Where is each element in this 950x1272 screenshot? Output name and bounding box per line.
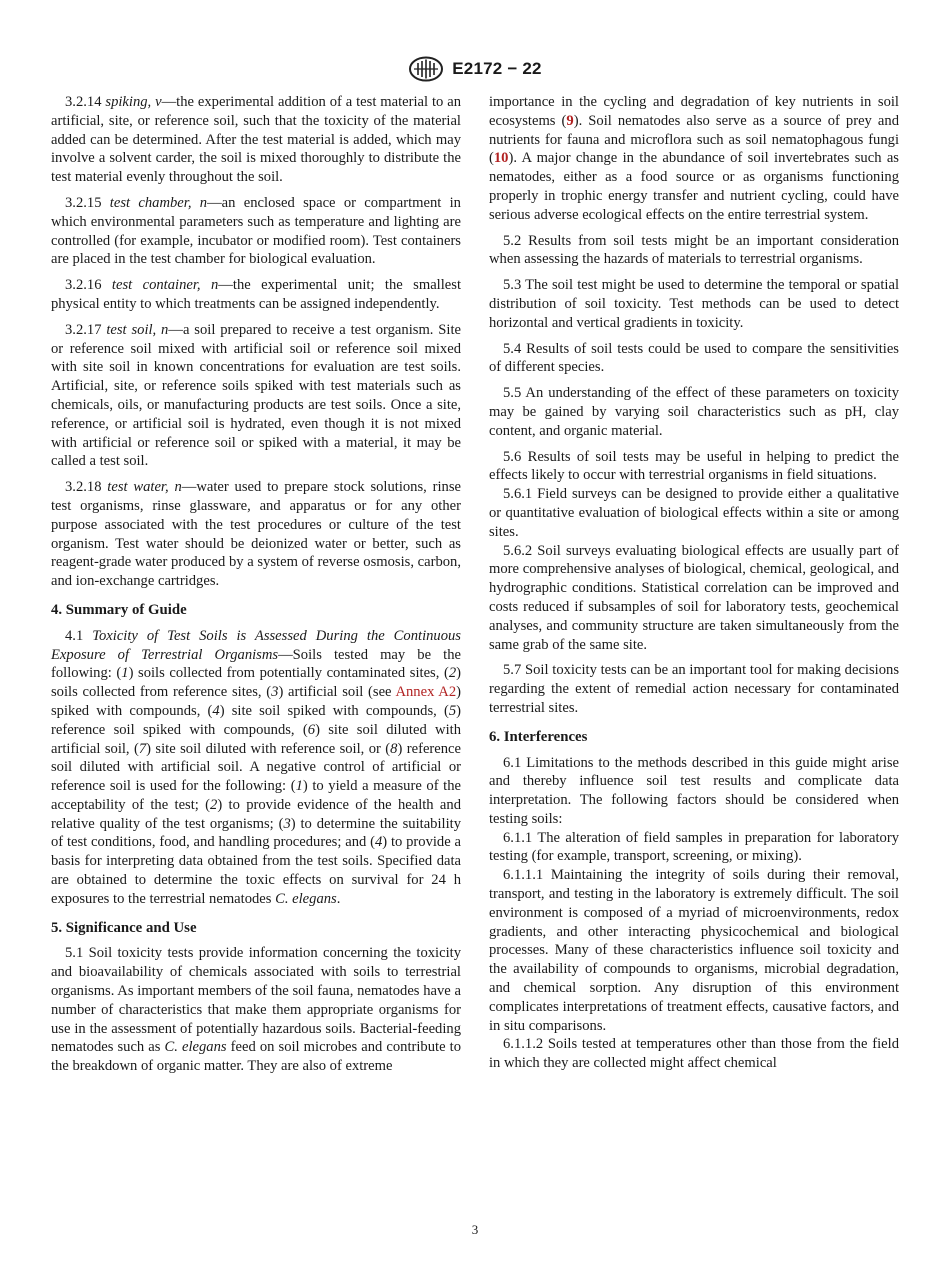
definition-3-2-17: 3.2.17 test soil, n—a soil prepared to receive a test organism. Site or reference soil mixed with artificial soil or reference soil mixed with site soil in known concentrations for evaluation are test soils. Artificial, site, or reference soils spiked with test materials such as chemicals, oils, or manufacturing products are test soils. Once a site, reference, or artificial soil is hydrated, even though it is not mixed with artificial or reference soil or spiked with a material, it may be called a test soil. <box>51 321 461 470</box>
paragraph-4-1: 4.1 Toxicity of Test Soils is Assessed During the Continuous Exposure of Terrestrial Organisms—Soils tested may be the following: (1) soils collected from potentially contaminated sites, (2) soils collected from reference sites, (3) artificial soil (see Annex A2) spiked with compounds, (4) site soil spiked with compounds, (5) reference soil spiked with compounds, (6) site soil diluted with artificial soil, (7) site soil diluted with reference soil, or (8) reference soil diluted with artificial soil. A negative control of artificial or reference soil is used for the following: (1) to yield a measure of the acceptability of the test; (2) to provide evidence of the health and relative quality of the test organisms; (3) to determine the suitability of test conditions, food, and handling procedures; and (4) to provide a basis for interpreting data obtained from the test soils. Specified data are obtained to determine the toxic effects on survival for 24 h exposures to the terrestrial nematodes C. elegans. <box>51 627 462 907</box>
page-header <box>0 56 950 87</box>
paragraph-5-5: 5.5 An understanding of the effect of these parameters on toxicity may be gained by varying soil characteristics such as pH, clay content, and organic material. <box>489 385 899 439</box>
section-heading-summary: 4. Summary of Guide <box>51 601 187 618</box>
paragraph-5-4: 5.4 Results of soil tests could be used to compare the sensitivities of different species. <box>489 340 899 376</box>
paragraph-5-1-continued: importance in the cycling and degradation of key nutrients in soil ecosystems (9). Soil nematodes also serve as a source of prey and nutrients for fauna and microflora such as soil nematophagous fungi (10). A major change in the abundance of soil invertebrates such as nematodes, either as a food source or as organisms functioning properly in trophic energy transfer and nutrient cycling, could have serious adverse ecological effects on the entire terrestrial system. <box>489 94 899 223</box>
annex-a2-link[interactable]: Annex A2 <box>395 684 457 701</box>
definition-3-2-14: 3.2.14 spiking, v—the experimental addition of a test material to an artificial, site, or reference soil, such that the toxicity of the material added can be determined. After the test material is added, which may involve a solvent carder, the soil is mixed thoroughly to distribute the test material evenly throughout the soil. <box>51 94 462 186</box>
paragraph-5-1: 5.1 Soil toxicity tests provide information concerning the toxicity and bioavailability of chemicals associated with soils to terrestrial organisms. As important members of the soil fauna, nematodes have a number of characteristics that make them appropriate organisms for use in the assessment of potentially hazardous soils. Bacterial-feeding nematodes such as C. elegans feed on soil microbes and contribute to the breakdown of organic matter. They are also of extreme <box>51 945 461 1075</box>
section-heading-significance: 5. Significance and Use <box>51 919 197 936</box>
standard-designation: E2172 − 22 <box>452 59 542 78</box>
paragraph-6-1-1-2: 6.1.1.2 Soils tested at temperatures other than those from the field in which they are collected might affect chemical <box>489 1036 899 1072</box>
section-heading-interferences: 6. Interferences <box>489 728 588 745</box>
astm-logo-icon <box>408 56 444 82</box>
left-column <box>51 93 461 1076</box>
paragraph-5-6-2: 5.6.2 Soil surveys evaluating biological effects are usually part of more comprehensive analyses of biological, chemical, geological, and hydrographic conditions. Statistical correlation can be improved and costs reduced if subsamples of soil for laboratory tests, geochemical analyses, and community structure are taken simultaneously from the same grab of the same site. <box>489 542 899 653</box>
definition-3-2-15: 3.2.15 test chamber, n—an enclosed space or compartment in which environmental parameters such as temperature and lighting are controlled (for example, incubator or modified room). Test containers are placed in the test chamber for biological evaluation. <box>51 194 461 268</box>
paragraph-5-6-1: 5.6.1 Field surveys can be designed to provide either a qualitative or quantitative evaluation of biological effects within a site or among sites. <box>489 486 899 540</box>
page-number: 3 <box>471 1222 479 1237</box>
paragraph-5-2: 5.2 Results from soil tests might be an important consideration when assessing the hazards of materials to terrestrial organisms. <box>489 232 899 268</box>
paragraph-6-1: 6.1 Limitations to the methods described in this guide might arise and thereby influence soil test results and complicate data interpretation. The following factors should be considered when testing soils: <box>489 754 899 827</box>
paragraph-6-1-1-1: 6.1.1.1 Maintaining the integrity of soils during their removal, transport, and testing in the laboratory is extremely difficult. The soil environment is composed of a myriad of microenvironments, redox gradients, and other interacting physicochemical and biological processes. Many of these characteristics influence soil toxicity and the availability of compounds to organisms, microbial degradation, and chemical sorption. Any disruption of this environment complicates interpretations of treatment effects, causative factors, and in situ comparisons. <box>489 867 899 1034</box>
paragraph-5-3: 5.3 The soil test might be used to determine the temporal or spatial distribution of soil toxicity. Test methods can be used to detect horizontal and vertical gradients in toxicity. <box>489 277 899 331</box>
right-column <box>489 93 899 1073</box>
definition-3-2-18: 3.2.18 test water, n—water used to prepare stock solutions, rinse test organisms, rinse glassware, and apparatus or for any other purpose associated with the test procedures or culture of the test organism. Test water should be deionized water or better, such as reagent-grade water produced by a system of reverse osmosis, carbon, and ion-exchange cartridges. <box>51 479 461 590</box>
reference-link-9[interactable]: 9 <box>566 112 574 129</box>
paragraph-5-6: 5.6 Results of soil tests may be useful in helping to predict the effects likely to occur with terrestrial organisms in field situations. <box>489 448 899 484</box>
paragraph-5-7: 5.7 Soil toxicity tests can be an important tool for making decisions regarding the extent of remedial action necessary for contaminated terrestrial sites. <box>489 662 899 716</box>
reference-link-10[interactable]: 10 <box>493 150 509 167</box>
paragraph-6-1-1: 6.1.1 The alteration of field samples in preparation for laboratory testing (for example, transport, screening, or mixing). <box>489 829 899 865</box>
definition-3-2-16: 3.2.16 test container, n—the experimental unit; the smallest physical entity to which treatments can be assigned independently. <box>51 277 462 312</box>
